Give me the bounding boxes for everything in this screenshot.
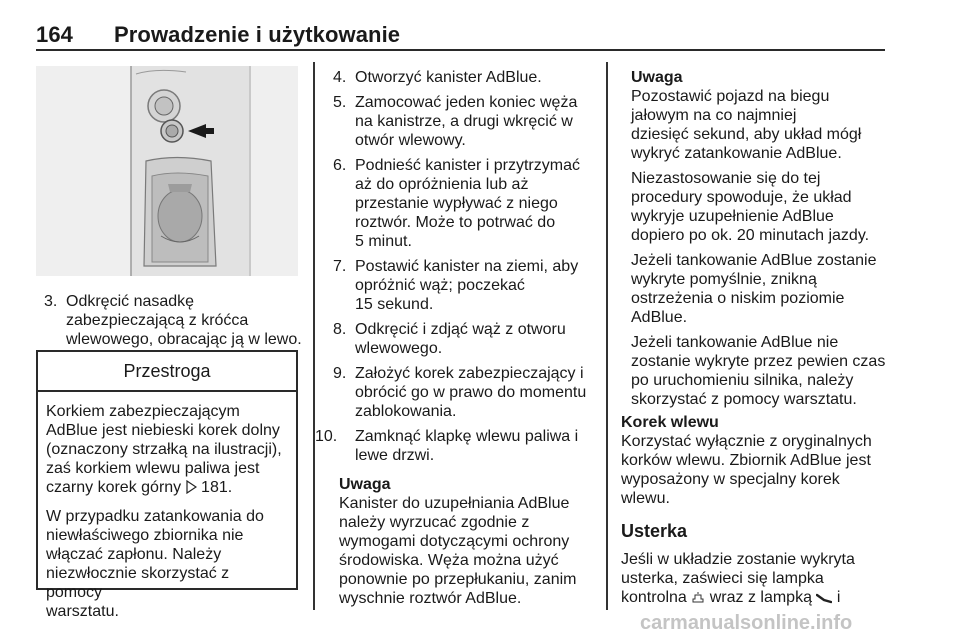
warning-text: W przypadku zatankowania do (46, 508, 264, 525)
header-rule (36, 49, 885, 51)
note-text: dopiero po ok. 20 minutach jazdy. (631, 227, 870, 244)
body-text: Korzystać wyłącznie z oryginalnych (621, 433, 872, 450)
body-text: kontrolna (621, 589, 692, 606)
body-text: wlewu. (621, 490, 670, 507)
engine-warning-light-icon (691, 590, 705, 609)
step-text: 15 sekund. (355, 296, 434, 313)
note-text: wymogami dotyczącymi ochrony (339, 533, 570, 550)
note-text: wykryte pomyślnie, znikną (631, 271, 817, 288)
step-number: 6. (333, 157, 347, 174)
step-number: 8. (333, 321, 347, 338)
note-text: wyschnie roztwór AdBlue. (339, 590, 522, 607)
note-text: dziesięć sekund, aby układ mógł (631, 126, 862, 143)
note-text: Jeżeli tankowanie AdBlue nie (631, 334, 839, 351)
body-text: wraz z lampką (705, 589, 817, 606)
step-text: roztwór. Może to potrwać do (355, 214, 556, 231)
step-text: zabezpieczającą z króćca (66, 312, 249, 329)
note-text: Pozostawić pojazd na biegu (631, 88, 830, 105)
step-4 (325, 68, 600, 87)
note-text: Niezastosowanie się do tej (631, 170, 821, 187)
step-text: Podnieść kanister i przytrzymać (355, 157, 580, 174)
step-10 (315, 427, 600, 465)
section-heading-korek: Korek wlewu (621, 414, 719, 431)
note-text: procedury spowoduje, że układ (631, 189, 852, 206)
step-number: 9. (333, 365, 347, 382)
column-3 (621, 68, 901, 609)
step-text: zablokowania. (355, 403, 457, 420)
warning-text: włączać zapłonu. Należy (46, 546, 222, 563)
warning-text: AdBlue jest niebieski korek dolny (46, 422, 280, 439)
section-heading-usterka: Usterka (621, 521, 688, 541)
step-text: otwór wlewowy. (355, 132, 466, 149)
warning-text: czarny korek górny (46, 479, 186, 496)
body-text: usterka, zaświeci się lampka (621, 570, 824, 587)
step-9 (325, 364, 600, 421)
note-text: Kanister do uzupełniania AdBlue (339, 495, 570, 512)
warning-box (36, 350, 298, 620)
note-text: jałowym na co najmniej (631, 107, 797, 124)
step-text: lewe drzwi. (355, 447, 435, 464)
body-text: i (832, 589, 841, 606)
note-block (621, 68, 901, 409)
note-text: AdBlue. (631, 309, 688, 326)
step-text: aż do opróżnienia lub aż (355, 176, 529, 193)
note-text: środowiska. Węża można użyć (339, 552, 559, 569)
warning-body (38, 392, 296, 621)
body-text: Jeśli w układzie zostanie wykryta (621, 551, 855, 568)
filler-drawing (36, 66, 298, 276)
note-text: skorzystać z pomocy warsztatu. (631, 391, 857, 408)
warning-text: zaś korkiem wlewu paliwa jest (46, 460, 260, 477)
watermark: carmanualsonline.info (640, 612, 853, 634)
note-heading: Uwaga (339, 476, 391, 493)
column-divider-right (606, 62, 608, 610)
note-text: należy wyrzucać zgodnie z (339, 514, 530, 531)
note-text: ostrzeżenia o niskim poziomie (631, 290, 845, 307)
note-text: Jeżeli tankowanie AdBlue zostanie (631, 252, 877, 269)
step-8 (325, 320, 600, 358)
step-number: 7. (333, 258, 347, 275)
note-block (325, 475, 600, 608)
step-number: 10. (315, 428, 338, 445)
step-text: Zamocować jeden koniec węża (355, 94, 578, 111)
note-text: zostanie wykryte przez pewien czas (631, 353, 886, 370)
column-2 (315, 68, 600, 608)
step-text: Postawić kanister na ziemi, aby (355, 258, 579, 275)
note-text: po uruchomieniu silnika, należy (631, 372, 854, 389)
page-number: 164 (36, 22, 74, 47)
step-number: 4. (333, 69, 347, 86)
step-text: przestanie wypływać z niego (355, 195, 558, 212)
note-text: ponownie po przepłukaniu, zanim (339, 571, 577, 588)
warning-text: 181. (196, 479, 233, 496)
step-text: Zamknąć klapkę wlewu paliwa i (355, 428, 579, 445)
step-text: wlewowego. (355, 340, 443, 357)
warning-text: niezwłocznie skorzystać z pomocy (46, 565, 230, 601)
adblue-filler-illustration (36, 66, 298, 276)
warning-text: niewłaściwego zbiornika nie (46, 527, 244, 544)
note-text: wykryć zatankowanie AdBlue. (631, 145, 842, 162)
note-heading: Uwaga (631, 69, 683, 86)
column-divider-left (313, 62, 315, 610)
step-number: 3. (44, 293, 58, 310)
note-text: wykryje uzupełnienie AdBlue (631, 208, 834, 225)
step-text: Założyć korek zabezpieczający i (355, 365, 584, 382)
step-text: Otworzyć kanister AdBlue. (355, 69, 542, 86)
step-text: Odkręcić nasadkę (66, 293, 195, 310)
step-text: opróżnić wąż; poczekać (355, 277, 525, 294)
warning-text-ref-line (46, 478, 288, 499)
step-text: 5 minut. (355, 233, 412, 250)
step-7 (325, 257, 600, 314)
step-text: Odkręcić i zdjąć wąż z otworu (355, 321, 566, 338)
body-text: korków wlewu. Zbiornik AdBlue jest (621, 452, 871, 469)
warning-heading: Przestroga (38, 352, 296, 392)
warning-text: warsztatu. (46, 603, 119, 620)
page-reference-icon[interactable] (186, 480, 197, 499)
step-text: wlewowego, obracając ją w lewo. (66, 331, 302, 348)
adblue-warning-light-icon (816, 590, 832, 609)
step-number: 5. (333, 94, 347, 111)
warning-text: (oznaczony strzałką na ilustracji), (46, 441, 282, 458)
body-text-icons-line (621, 588, 901, 609)
step-text: obrócić go w prawo do momentu (355, 384, 587, 401)
step-5 (325, 93, 600, 150)
page-title: Prowadzenie i użytkowanie (114, 22, 401, 47)
step-6 (325, 156, 600, 251)
step-3 (36, 292, 306, 349)
body-text: wyposażony w specjalny korek (621, 471, 840, 488)
warning-text: Korkiem zabezpieczającym (46, 403, 240, 420)
step-text: na kanistrze, a drugi wkręcić w (355, 113, 573, 130)
column-1 (36, 292, 306, 349)
